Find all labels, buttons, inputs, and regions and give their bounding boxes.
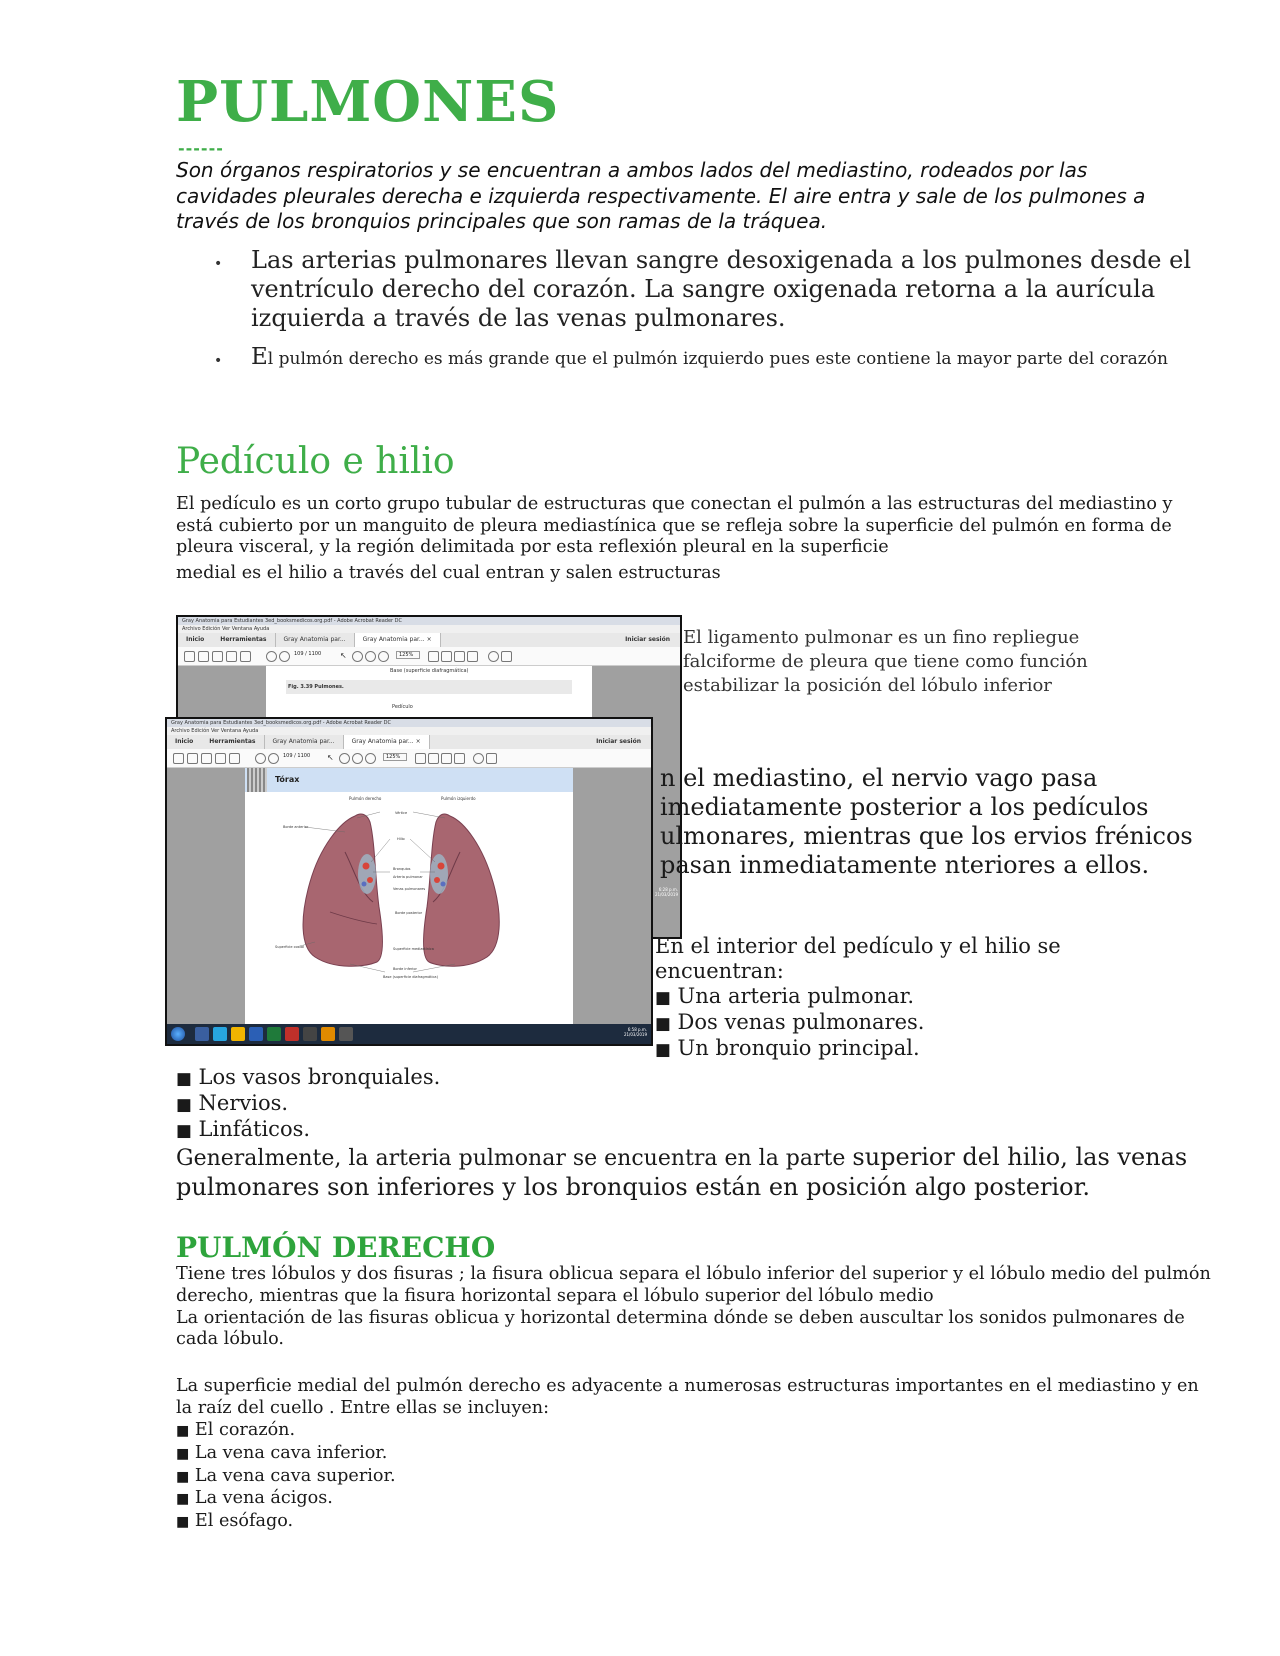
list-item-text: Nervios. — [198, 1091, 289, 1115]
list-item-text: El esófago. — [194, 1511, 294, 1532]
signin: Iniciar sesión — [625, 636, 670, 643]
square-bullet-icon: ■ — [655, 1039, 671, 1059]
fig-label: Superficie mediastínica — [393, 947, 434, 951]
square-bullet-icon: ■ — [655, 987, 671, 1007]
tab: Inicio — [175, 738, 194, 745]
lung-figure — [245, 792, 571, 1025]
fig-label: Pulmón izquierdo — [441, 796, 476, 801]
list-item — [176, 1420, 676, 1443]
bullet-icon: • — [214, 256, 223, 272]
square-bullet-icon: ■ — [176, 1068, 192, 1088]
signin: Iniciar sesión — [596, 738, 641, 745]
fig-label: Hilio — [397, 837, 405, 841]
list-item — [176, 1511, 676, 1534]
bullet-icon: • — [214, 353, 223, 369]
tab: Gray Anatomia par... — [264, 735, 343, 749]
fig-label: Venas pulmonares — [393, 887, 426, 891]
fig-label: Borde posterior — [395, 911, 423, 915]
list-item — [176, 1091, 776, 1117]
general-paragraph — [176, 1143, 1216, 1203]
tab: Herramientas — [220, 636, 267, 643]
list-item-text: Dos venas pulmonares. — [677, 1010, 925, 1034]
square-bullet-icon: ■ — [176, 1423, 190, 1439]
list-item — [655, 1036, 1195, 1062]
fig-label: Bronquios — [393, 867, 411, 871]
menu-bar: Archivo Edición Ver Ventana Ayuda — [178, 625, 680, 633]
tab: Inicio — [186, 636, 205, 643]
tray-time: 6:58 p.m. — [627, 1027, 647, 1032]
section-heading-pulmon-derecho: PULMÓN DERECHO — [176, 1231, 496, 1264]
chapter-title: Tórax — [275, 775, 300, 784]
list-item — [176, 1117, 776, 1143]
section-heading-pediculo: Pedículo e hilio — [176, 441, 455, 482]
page-title: PULMONES — [176, 69, 560, 135]
list-item-text: Un bronquio principal. — [677, 1036, 920, 1060]
toolbar: 109 / 1100 ↖ 125% — [167, 749, 651, 768]
fig-label: Base (superficie diafragmática) — [383, 975, 438, 979]
square-bullet-icon: ■ — [176, 1445, 190, 1462]
tray-date: 21/03/2019 — [654, 892, 678, 897]
bullet-text: l pulmón derecho es más grande que el pulmón izquierdo pues este contiene la mayor parte del corazón — [267, 349, 1168, 369]
list-item-text: La vena ácigos. — [194, 1488, 333, 1509]
intro-paragraph: Son órganos respiratorios y se encuentran a ambos lados del mediastino, rodeados por las cavidades pleurales derecha e izquierda respectivamente. El aire entra y sale de los pulmones a través de los bronquios principales que son ramas de la tráquea. — [176, 158, 1146, 233]
list-item — [655, 1010, 1195, 1036]
vago-text: n el mediastino, el nervio vago pasa imediatamente posterior a los pedículos ulmonares, mientras que los ervios frénicos pasan inmediatamente nteriores a ellos. — [660, 764, 1193, 879]
list-item — [176, 1443, 676, 1466]
paragraph-line: La orientación de las fisuras oblicua y horizontal determina dónde se deben auscultar los sonidos pulmonares de cada lóbulo. — [176, 1307, 1185, 1350]
fig-label: Superficie costal — [275, 945, 304, 949]
square-bullet-icon: ■ — [176, 1491, 190, 1508]
fig-label: Borde inferior — [393, 967, 417, 971]
page-field: 109 / 1100 — [283, 753, 311, 759]
fig-label: Borde anterior — [283, 825, 309, 829]
screenshot-front — [165, 717, 653, 1046]
pediculo-text-last: medial es el hilio a través del cual entran y salen estructuras — [176, 562, 721, 583]
pediculo-paragraph — [176, 494, 1186, 584]
bullet-item — [251, 346, 1181, 371]
medial-structures-list — [176, 1420, 676, 1534]
drop-initial: E — [251, 344, 268, 370]
title-rule: ------ — [178, 139, 224, 158]
fig-label: Pulmón derecho — [349, 796, 382, 801]
medial-surface-paragraph: La superficie medial del pulmón derecho es adyacente a numerosas estructuras importantes en el mediastino y en la raíz del cuello . Entre ellas se incluyen: — [176, 1376, 1199, 1418]
hilio-block — [655, 934, 1195, 1062]
ligament-text: El ligamento pulmonar es un fino repliegue falciforme de pleura que tiene como función estabilizar la posición del lóbulo inferior — [683, 627, 1088, 696]
list-item-text: El corazón. — [194, 1420, 296, 1440]
square-bullet-icon: ■ — [176, 1094, 192, 1114]
menu-bar: Archivo Edición Ver Ventana Ayuda — [167, 727, 651, 735]
figure-label: Fig. 3.39 Pulmones. — [288, 684, 344, 690]
fig-label: Arteria pulmonar — [393, 875, 423, 879]
zoom-field: 125% — [383, 753, 407, 761]
tab: Herramientas — [209, 738, 256, 745]
window-title: Gray Anatomia para Estudiantes 3ed_booksmedicos.org.pdf - Adobe Acrobat Reader DC — [167, 719, 651, 727]
square-bullet-icon: ■ — [176, 1514, 190, 1531]
list-item-text: Una arteria pulmonar. — [677, 984, 915, 1008]
hilio-intro: En el interior del pedículo y el hilio se encuentran: — [655, 934, 1061, 983]
caption-top: Base (superficie diafragmática) — [390, 668, 469, 674]
list-item — [655, 984, 1195, 1010]
tab: Gray Anatomia par... × — [343, 735, 430, 749]
general-text-a: Generalmente, la arteria pulmonar se encuentra en la parte — [176, 1146, 853, 1171]
square-bullet-icon: ■ — [176, 1120, 192, 1140]
toolbar: 109 / 1100 ↖ 125% — [178, 647, 680, 666]
paragraph-line: Tiene tres lóbulos y dos fisuras ; la fisura oblicua separa el lóbulo inferior del superior y el lóbulo medio del pulmón derecho, mientras que la fisura horizontal separa el lóbulo superior del lóbulo medio — [176, 1264, 1211, 1306]
list-item — [176, 1488, 676, 1511]
tab: Gray Anatomia par... — [275, 633, 354, 647]
list-item-text: La vena cava superior. — [194, 1465, 396, 1486]
pediculo-text: El pedículo es un corto grupo tubular de estructuras que conectan el pulmón a las estructuras del mediastino y está cubierto por un manguito de pleura mediastínica que se refleja sobre la superficie del pulmón en forma de pleura visceral, y la región delimitada por esta reflexión pleural en la superficie — [176, 494, 1173, 557]
list-item — [176, 1065, 776, 1091]
list-item-text: Linfáticos. — [198, 1117, 311, 1141]
pedicle-label: Pedículo — [392, 704, 413, 710]
pulmon-derecho-paragraph — [176, 1264, 1216, 1351]
list-item-text: La vena cava inferior. — [194, 1442, 388, 1463]
fig-label: Vértice — [395, 811, 408, 815]
list-item — [176, 1466, 676, 1489]
square-bullet-icon: ■ — [176, 1468, 190, 1485]
square-bullet-icon: ■ — [655, 1013, 671, 1033]
more-structures-list — [176, 1065, 776, 1143]
tab-bar — [178, 633, 680, 648]
bullet-item: Las arterias pulmonares llevan sangre desoxigenada a los pulmones desde el ventrículo derecho del corazón. La sangre oxigenada retorna a la aurícula izquierda a través de las venas pulmonares. — [251, 246, 1192, 332]
general-text-b: superior del hilio, las venas pulmonares son inferiores y los bronquios están en posición algo posterior. — [176, 1143, 1188, 1201]
tab: Gray Anatomia par... × — [354, 633, 441, 647]
taskbar — [167, 1024, 651, 1044]
page-field: 109 / 1100 — [294, 651, 322, 657]
tab-bar — [167, 735, 651, 750]
tray-time: 6:28 p.m. — [658, 887, 678, 892]
window-title: Gray Anatomia para Estudiantes 3ed_booksmedicos.org.pdf - Adobe Acrobat Reader DC — [178, 617, 680, 625]
list-item-text: Los vasos bronquiales. — [198, 1065, 441, 1089]
zoom-field: 125% — [396, 651, 420, 659]
tray-date: 21/03/2019 — [623, 1032, 647, 1037]
